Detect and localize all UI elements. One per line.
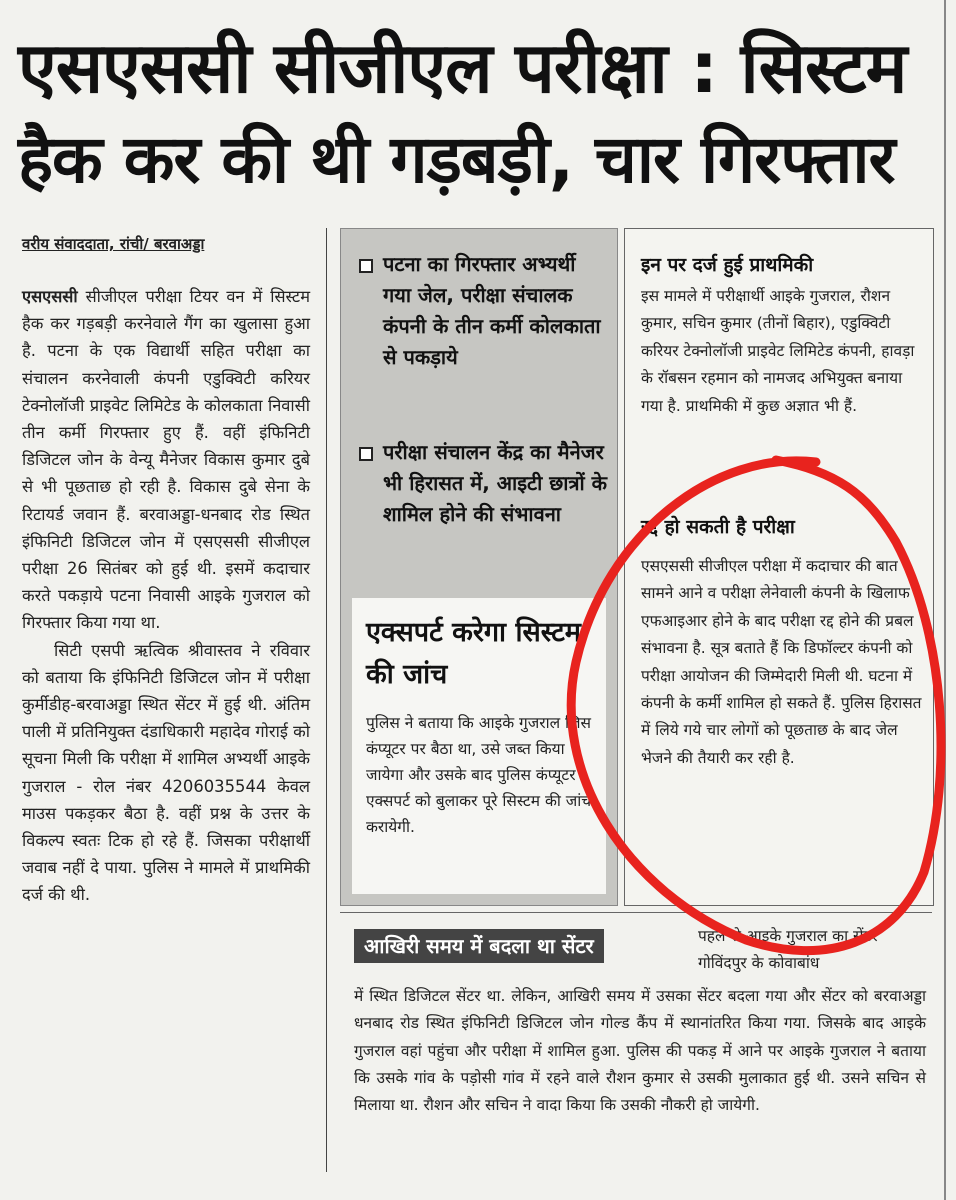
cancel-box-title: रद्द हो सकती है परीक्षा (641, 516, 795, 538)
fir-box-body: इस मामले में परीक्षार्थी आइके गुजराल, रौशन कुमार, सचिन कुमार (तीनों बिहार), एडुक्विटी करियर टेक्नोलॉजी प्राइवेट लिमिटेड कंपनी, हावड़ा के रॉबसन रहमान को नामजद अभियुक्त बनाया गया है. प्राथमिकी में कुछ अज्ञात भी हैं. (641, 287, 915, 415)
bottom-story-body: में स्थित डिजिटल सेंटर था. लेकिन, आखिरी समय में उसका सेंटर बदला गया और सेंटर को बरवाअड्डा धनबाद रोड स्थित इंफिनिटी डिजिटल जोन गोल्ड कैंप में स्थानांतरित किया गया. जिसके बाद आइके गुजराल वहां पहुंचा और परीक्षा में शामिल हुआ. पुलिस की पकड़ में आने पर आइके गुजराल ने बताया कि उसके गांव के पड़ोसी गांव में रहने वाले रौशन कुमार से उसकी मुलाकात हुई थी. उसने सचिन से मिलाया था. रौशन और सचिन ने वादा किया कि उसकी नौकरी हो जायेगी. (354, 987, 926, 1115)
bottom-story-title: आखिरी समय में बदला था सेंटर (354, 929, 604, 963)
highlight-text: पटना का गिरफ्तार अभ्यर्थी गया जेल, परीक्षा संचालक कंपनी के तीन कर्मी कोलकाता से पकड़ाये (383, 252, 601, 369)
expert-box-body: पुलिस ने बताया कि आइके गुजराल जिस कंप्यूटर पर बैठा था, उसे जब्त किया जायेगा और उसके बाद पुलिस कंप्यूटर एक्सपर्ट को बुलाकर पूरे सिस्टम की जांच करायेगी. (366, 714, 592, 836)
main-story-para-1 (22, 283, 310, 637)
headline (18, 22, 948, 206)
red-annotation-circle (566, 452, 956, 972)
headline-line-1: एसएससी सीजीएल परीक्षा : सिस्टम (18, 27, 907, 109)
bullet-square-icon (359, 447, 373, 461)
highlight-text: परीक्षा संचालन केंद्र का मैनेजर भी हिरासत में, आइटी छात्रों के शामिल होने की संभावना (383, 440, 607, 526)
highlight-item (359, 249, 607, 373)
headline-line-2: हैक कर की थी गड़बड़ी, चार गिरफ्तार (18, 121, 895, 198)
main-story (22, 283, 310, 909)
red-annotation-circle-stroke (571, 460, 941, 951)
lead-word: एसएससी (22, 287, 78, 306)
main-story-text-1: सीजीएल परीक्षा टियर वन में सिस्टम हैक कर गड़बड़ी करनेवाले गैंग का खुलासा हुआ है. पटना के एक विद्यार्थी सहित परीक्षा का संचालन करनेवाली कंपनी एडुक्विटी करियर टेक्नोलॉजी प्राइवेट लिमिटेड के कोलकाता निवासी तीन कर्मी गिरफ्तार हुए हैं. वहीं इंफिनिटी डिजिटल जोन के वेन्यू मैनेजर विकास कुमार दुबे से भी पूछताछ हो रही है. विकास दुबे सेना के रिटायर्ड जवान हैं. बरवाअड्डा-धनबाद रोड स्थित इंफिनिटी डिजिटल जोन में एसएससी सीजीएल परीक्षा 26 सितंबर को हुई थी. इसमें कदाचार करते पकड़ाये पटना निवासी आइके गुजराल को गिरफ्तार किया गया था. (22, 287, 310, 633)
main-story-para-2: सिटी एसपी ऋत्विक श्रीवास्तव ने रविवार को बताया कि इंफिनिटी डिजिटल जोन में परीक्षा कुर्मीडीह-बरवाअड्डा स्थित सेंटर में हुई थी. अंतिम पाली में प्रतिनियुक्त दंडाधिकारी महादेव गोराई को सूचना मिली कि परीक्षा में शामिल अभ्यर्थी आइके गुजराल - रोल नंबर 4206035544 केवल माउस पकड़कर बैठा है. वहीं प्रश्न के उत्तर के विकल्प स्वतः टिक हो रहे हैं. जिसका परीक्षार्थी जवाब नहीं दे पाया. पुलिस ने मामले में प्राथमिकी दर्ज की थी. (22, 640, 310, 905)
bottom-story-side-text: पहले से आइके गुजराल का सेंटर गोविंदपुर के कोवाबांध (698, 927, 878, 972)
column-divider (326, 228, 327, 1172)
cancel-box-body: एसएससी सीजीएल परीक्षा में कदाचार की बात सामने आने व परीक्षा लेनेवाली कंपनी के खिलाफ एफआइआर होने के बाद परीक्षा रद्द होने की प्रबल संभावना है. सूत्र बताते हैं कि डिफॉल्टर कंपनी को परीक्षा आयोजन की जिम्मेदारी मिली थी. घटना में कंपनी के कर्मी शामिल हो सकते हैं. पुलिस हिरासत में लिये गये चार लोगों को पूछताछ के बाद जेल भेजने की तैयारी कर रही है. (641, 557, 922, 767)
expert-box-title: एक्सपर्ट करेगा सिस्टम की जांच (366, 617, 581, 690)
bullet-square-icon (359, 259, 373, 273)
fir-box-title: इन पर दर्ज हुई प्राथमिकी (641, 254, 814, 276)
byline: वरीय संवाददाता, रांची/ बरवाअड्डा (22, 235, 205, 253)
